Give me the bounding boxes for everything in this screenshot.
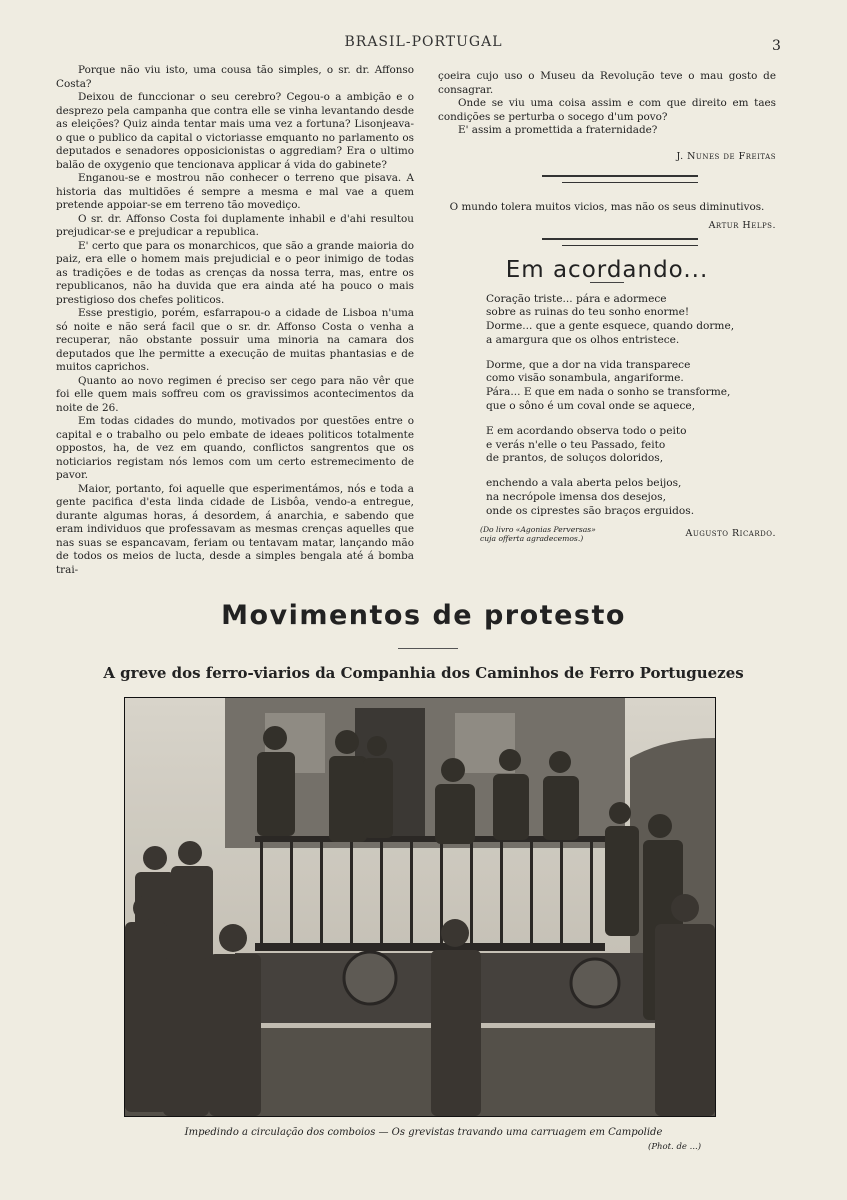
- rule-line: [542, 238, 698, 240]
- poem-stanza: [486, 477, 776, 518]
- rule-line: [562, 245, 698, 246]
- paragraph: E' certo que para os monarchicos, que são a grande maioria do paiz, era elle o homem mais prejudicial e o peor inimigo de todas as tradições e de todas as crenças da nossa terra, mas, entre os republicanos, não ha duvida que era ainda até ha pouco o mais prestigioso dos chefes politicos.: [56, 239, 414, 306]
- paragraph: Quanto ao novo regimen é preciso ser cego para não vêr que foi elle quem mais soffreu com os gravissimos acontecimentos da noite de 26.: [56, 374, 414, 414]
- section-heading: Movimentos de protesto: [221, 600, 626, 631]
- poem-line: onde os ciprestes são braços erguidos.: [486, 504, 695, 517]
- section-rule: [398, 648, 458, 649]
- poem-line: de prantos, de soluços doloridos,: [486, 452, 664, 465]
- paragraph: O sr. dr. Affonso Costa foi duplamente inhabil e d'ahi resultou prejudicar-se e prejudicar a republica.: [56, 212, 414, 238]
- poem-line: na necrópole imensa dos desejos,: [486, 491, 666, 504]
- paragraph: Onde se viu uma coisa assim e com que direito em taes condições se perturba o socego d'um povo?: [438, 97, 776, 123]
- poem-body: [480, 292, 776, 549]
- paragraph: Maior, portanto, foi aquelle que esperimentámos, nós e toda a gente pacifica d'esta linda cidade de Lisbôa, vendo-a entregue, durante algumas horas, á desordem, á anarchia, e sabendo que eram individuos que professavam as mesmas crenças aquelles que nas suas se espancavam, feriam ou tentavam matar, lançando mão de todos os meios de lucta, desde a simples bengala até á bomba trai-: [56, 482, 414, 576]
- photo-illustration: [125, 698, 715, 1116]
- poem-line: e verás n'elle o teu Passado, feito: [486, 438, 666, 451]
- poem-line: como visão sonambula, angariforme.: [486, 372, 684, 385]
- poem-stanza: [486, 359, 776, 414]
- poem-author: Augusto Ricardo.: [685, 527, 776, 539]
- poem-line: Dorme, que a dor na vida transparece: [486, 358, 691, 371]
- poem-source-line: cuja offerta agradecemos.): [480, 533, 584, 543]
- quote-author: Artur Helps.: [708, 219, 776, 231]
- poem-line: Dorme... que a gente esquece, quando dorme,: [486, 320, 735, 333]
- poem-stanza: [486, 293, 776, 348]
- running-head: BRASIL-PORTUGAL: [344, 34, 503, 50]
- poem-line: E em acordando observa todo o peito: [486, 424, 687, 437]
- photo-credit: (Phot. de ...): [648, 1142, 702, 1152]
- left-column: [56, 64, 414, 577]
- poem-line: Coração triste... pára e adormece: [486, 292, 667, 305]
- paragraph: E' assim a promettida a fraternidade?: [458, 124, 658, 136]
- double-rule-divider: [438, 238, 776, 252]
- poem-line: que o sôno é um coval onde se aquece,: [486, 400, 696, 413]
- right-column: [438, 70, 776, 549]
- paragraph-continuation: çoeira cujo uso o Museu da Revolução teve o mau gosto de consagrar.: [438, 70, 776, 96]
- rule-line: [562, 182, 698, 183]
- poem-footer: [480, 524, 776, 549]
- paragraph: Enganou-se e mostrou não conhecer o terreno que pisava. A historia das multidões é sempre a mesma e mal vae a quem pretende appoiar-se em terreno tão movediço.: [56, 172, 414, 211]
- photo-caption: Impedindo a circulação dos comboios — Os grevistas travando uma carruagem em Campolide: [184, 1127, 663, 1138]
- poem-source: [480, 525, 596, 543]
- page-number: 3: [772, 38, 781, 54]
- rule-line: [542, 175, 698, 177]
- poem-line: a amargura que os olhos entristece.: [486, 333, 680, 346]
- paragraph: Em todas cidades do mundo, motivados por questões entre o capital e o trabalho ou pelo embate de ideaes politicos totalmente oppostos, ha, de vez em quando, conflictos sangrentos que os noticiarios registam nós lemos com um certo estremecimento de pavor.: [56, 415, 414, 481]
- poem-line: Pára... E que em nada o sonho se transforme,: [486, 386, 731, 399]
- poem-stanza: [486, 425, 776, 466]
- section-subheading: A greve dos ferro-viarios da Companhia dos Caminhos de Ferro Portuguezes: [103, 664, 744, 682]
- paragraph: Deixou de funccionar o seu cerebro? Cegou-o a ambição e o desprezo pela campanha que contra elle se vinha levantando desde as eleições? Quiz ainda tentar mais uma vez a fortuna? Lisonjeava-o que o publico da capital o victoriasse emquanto no parlamento os deputados e senadores opposicionistas o aggrediam? Era o ultimo balão de oxygenio que tencionava applicar á vida do gabinete?: [56, 91, 414, 171]
- poem-line: enchendo a vala aberta pelos beijos,: [486, 477, 682, 490]
- paragraph: Porque não viu isto, uma cousa tão simples, o sr. dr. Affonso Costa?: [56, 64, 414, 90]
- paragraph: Esse prestigio, porém, esfarrapou-o a cidade de Lisboa n'uma só noite e não será facil que o sr. dr. Affonso Costa o venha a recuperar, não obstante possuir uma minoria na camara dos deputados que lhe permitte a execução de muitas phantasias e de muitos caprichos.: [56, 307, 414, 373]
- quote-text: O mundo tolera muitos vicios, mas não os seus diminutivos.: [449, 201, 765, 213]
- article-signature: J. Nunes de Freitas: [676, 150, 776, 162]
- poem-title: Em acordando...: [505, 257, 709, 283]
- strike-photograph: [124, 697, 716, 1117]
- double-rule-divider: [438, 175, 776, 189]
- poem-source-line: (Do livro «Agonias Perversas»: [480, 524, 596, 534]
- poem-line: sobre as ruinas do teu sonho enorme!: [486, 306, 690, 319]
